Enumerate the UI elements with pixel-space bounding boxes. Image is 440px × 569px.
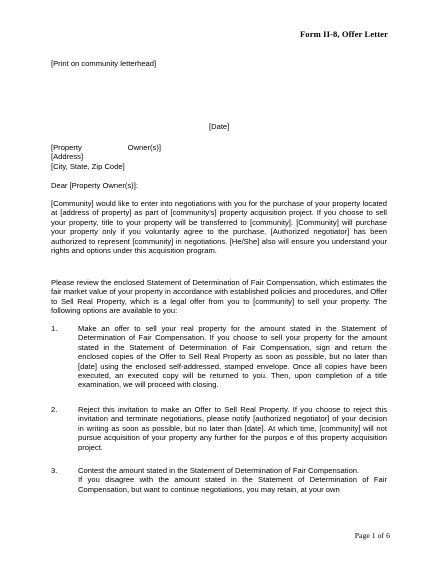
form-title: Form II-8, Offer Letter [299, 29, 388, 39]
option-number: 1. [51, 324, 58, 333]
option-continuation: If you disagree with the amount stated in the Statement of Determination of Fair Compensation, but want to continue negotiations, you may retain, at your own [78, 475, 387, 494]
address-line: [Address] [51, 152, 84, 162]
option-number: 2. [51, 405, 58, 414]
page-number: Page 1 of 6 [354, 531, 390, 540]
option-text: Make an offer to sell your real property for the amount stated in the Statement of Determination of Fair Compensation. If you choose to sell your property for the amount stated in the Statement of Determination of Fair Compensation, sign and return the enclosed copies of the Offer to Sell Real Property as soon as possible, but no later than [date] using the enclosed self-addressed, stamped envelope. Once all copies have been executed, an executed copy will be returned to you. Then, upon completion of a title examination, we will proceed with closing. [78, 324, 387, 390]
paragraph-review: Please review the enclosed Statement of Determination of Fair Compensation, which estimates the fair market value of your property in accordance with established policies and procedures, and Offer to Sell Real Property, which is a legal offer from you to [community] to sell your property. The following options are available to you: [51, 278, 387, 316]
letterhead-note: [Print on community letterhead] [51, 59, 157, 68]
address-block [51, 143, 211, 171]
option-body [78, 466, 387, 494]
owner-line [51, 143, 161, 152]
city-state-zip-line: [City, State, Zip Code] [51, 161, 125, 171]
paragraph-intro: [Community] would like to enter into negotiations with you for the purchase of your property located at [address of property] as part of [community's] property acquisition project. If you choose to sell your property, title to your property will be transferred to [community]. [Community] will purchase your property only if you voluntarily agree to the purchase. [Authorized negotiator] has been authorized to represent [community] in negotiations. [He/She] also will ensure you understand your rights and options under this acquisition program. [51, 199, 387, 256]
salutation: Dear [Property Owner(s)]: [51, 181, 138, 190]
date-placeholder: [Date] [209, 122, 230, 131]
owner-label-left: [Property [51, 143, 82, 152]
option-text: Reject this invitation to make an Offer to Sell Real Property. If you choose to reject this invitation and terminate negotiations, please notify [authorized negotiator] of your decision in writing as soon as possible, but no later than [date]. At which time, [community] will not pursue acquisition of your property any further for the purpos e of this property acquisition project. [78, 405, 387, 452]
option-number: 3. [51, 466, 58, 475]
owner-label-right: Owner(s)] [127, 143, 161, 152]
option-text: Contest the amount stated in the Statement of Determination of Fair Compensation. [78, 466, 360, 475]
